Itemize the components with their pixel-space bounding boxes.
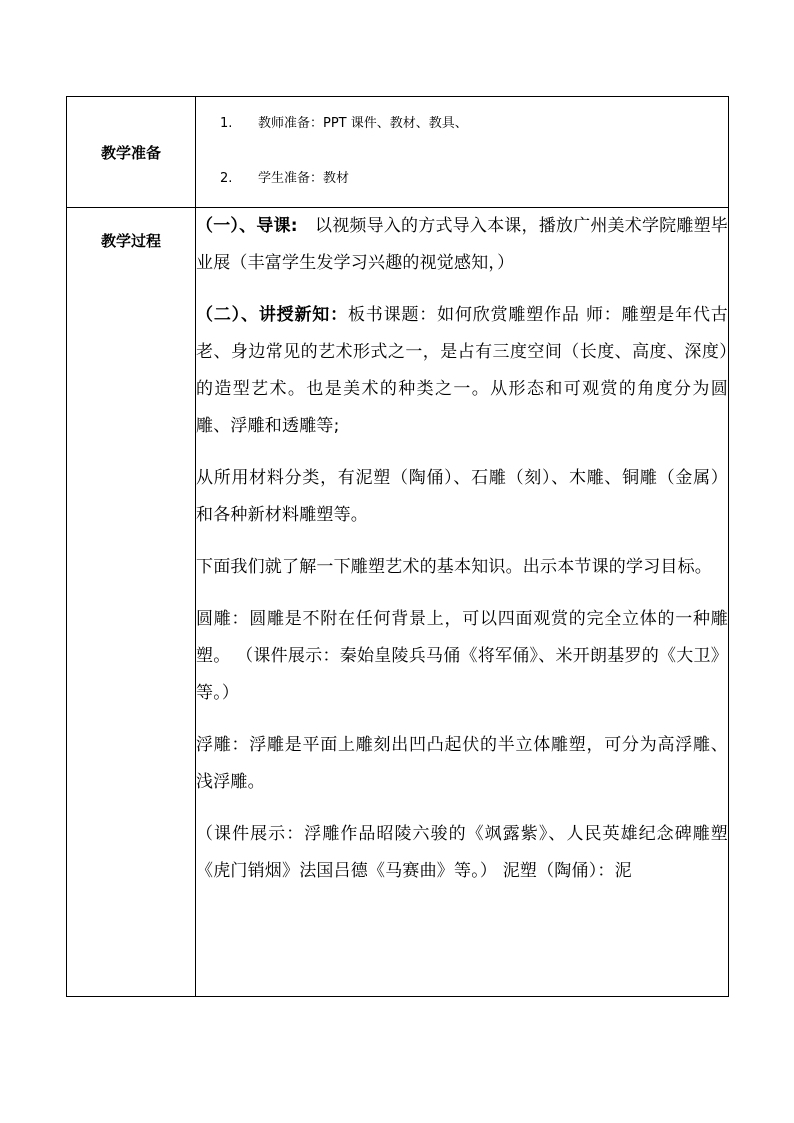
prep-item-number: 2. [220,171,233,186]
material-paragraph: 从所用材料分类，有泥塑（陶俑）、石雕（刻）、木雕、铜雕（金属）和各种新材料雕塑等。 [196,468,728,525]
prep-item-text: 学生准备：教材 [258,171,350,186]
process-row [67,208,729,997]
prep-item [220,109,728,138]
prep-label-cell [67,97,196,208]
prep-item-text: 教师准备：PPT 课件、教材、教具、 [258,116,468,131]
process-content-cell [196,208,729,997]
prep-row [67,97,729,208]
new-knowledge-paragraph [196,297,728,445]
process-label-cell [67,208,196,997]
prep-list [196,97,728,193]
intro-text: 以视频导入的方式导入本课，播放广州美术学院雕塑毕业展（丰富学生发学习兴趣的视觉感知，） [196,216,729,273]
process-label: 教学过程 [100,232,161,250]
new-knowledge-text: 板书课题：如何欣赏雕塑作品 师：雕塑是年代古老、身边常见的艺术形式之一，是占有三度空间（长度、高度、深度）的造型艺术。也是美术的种类之一。从形态和可观赏的角度分为圆雕、浮雕和透雕等; [196,305,728,436]
prep-content-cell [196,97,729,208]
prep-label: 教学准备 [100,143,161,162]
round-sculpture-paragraph: 圆雕：圆雕是不附在任何背景上，可以四面观赏的完全立体的一种雕塑。 （课件展示：秦始皇陵兵马俑《将军俑》、米开朗基罗的《大卫》等。） [196,609,728,703]
lesson-plan-table [66,96,729,997]
prep-item [220,164,728,193]
new-knowledge-heading: （二）、讲授新知： [196,305,348,325]
relief-paragraph: 浮雕：浮雕是平面上雕刻出凹凸起伏的半立体雕塑，可分为高浮雕、浅浮雕。 [196,735,728,792]
relief-examples-paragraph: （课件展示：浮雕作品昭陵六骏的《飒露紫》、人民英雄纪念碑雕塑《虎门销烟》法国吕德《马赛曲》等。） 泥塑（陶俑）：泥 [196,824,728,881]
objectives-paragraph: 下面我们就了解一下雕塑艺术的基本知识。出示本节课的学习目标。 [196,557,712,577]
prep-item-number: 1. [220,116,233,131]
intro-heading: （一）、导课: [196,216,298,236]
intro-paragraph [196,208,728,282]
